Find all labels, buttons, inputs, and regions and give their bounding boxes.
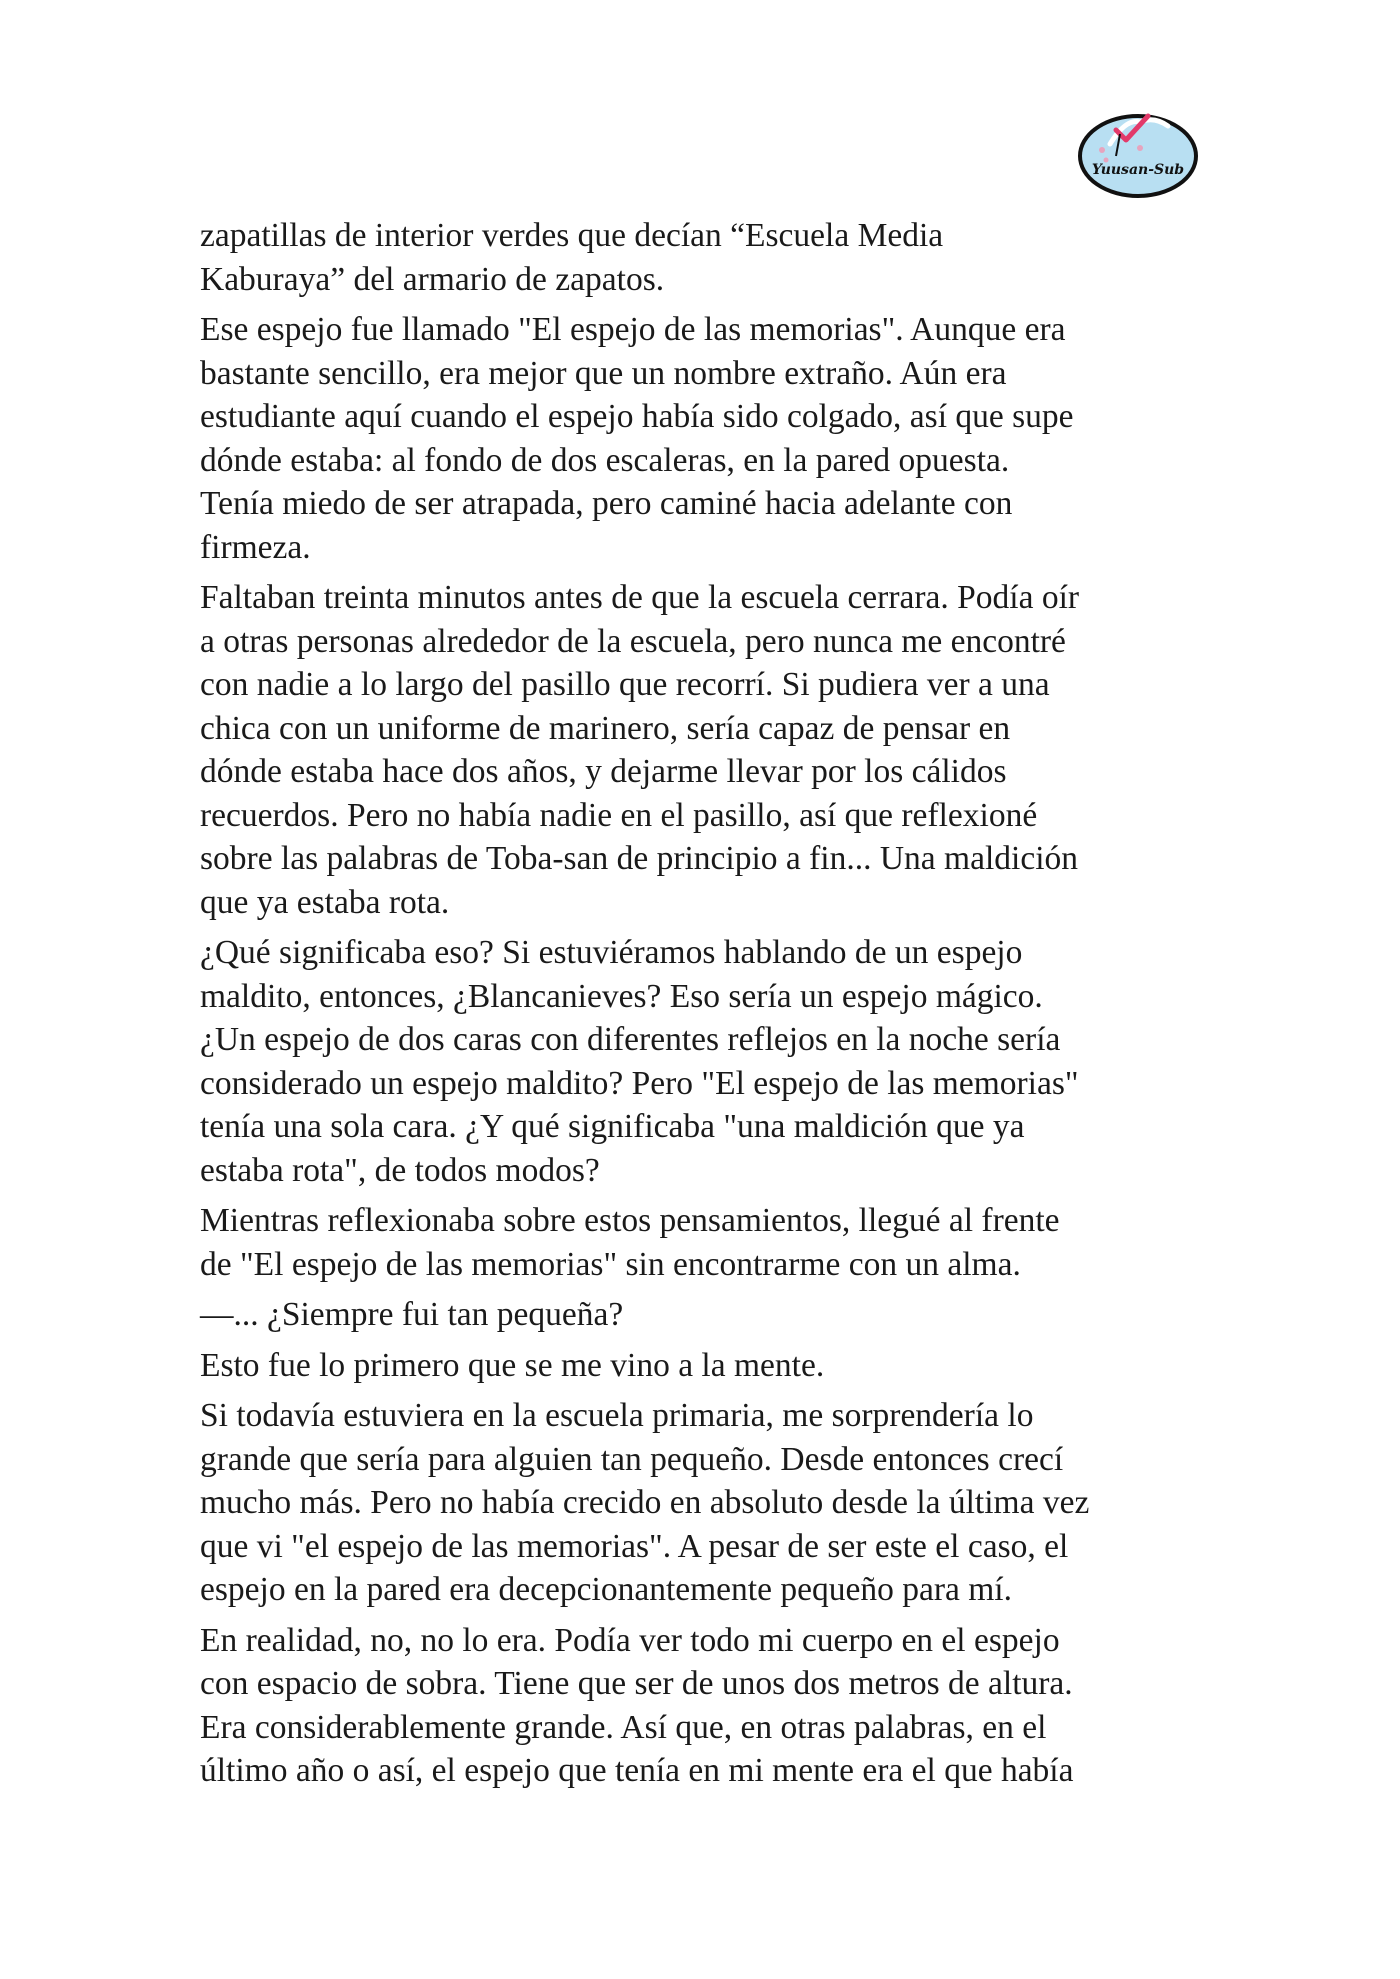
yuusan-sub-logo-icon xyxy=(1076,100,1200,200)
paragraph: Faltaban treinta minutos antes de que la escuela cerrara. Podía oír a otras personas alrededor de la escuela, pero nunca me encontré con nadie a lo largo del pasillo que recorrí. Si pudiera ver a una chica con un uniforme de marinero, sería capaz de pensar en dónde estaba hace dos años, y dejarme llevar por los cálidos recuerdos. Pero no había nadie en el pasillo, así que reflexioné sobre las palabras de Toba-san de principio a fin... Una maldición que ya estaba rota. xyxy=(200,579,1080,921)
svg-text:Yuusan-Sub: Yuusan-Sub xyxy=(1091,162,1185,178)
dialogue-line: —... ¿Siempre fui tan pequeña? xyxy=(200,1296,624,1333)
paragraph: ¿Qué significaba eso? Si estuviéramos hablando de un espejo maldito, entonces, ¿Blancanieves? Eso sería un espejo mágico. ¿Un espejo de dos caras con diferentes reflejos en la noche sería considerado un espejo maldito? Pero "El espejo de las memorias" tenía una sola cara. ¿Y qué significaba "una maldición que ya estaba rota", de todos modos? xyxy=(200,934,1079,1189)
paragraph: Ese espejo fue llamado "El espejo de las memorias". Aunque era bastante sencillo, era mejor que un nombre extraño. Aún era estudiante aquí cuando el espejo había sido colgado, así que supe dónde estaba: al fondo de dos escaleras, en la pared opuesta. Tenía miedo de ser atrapada, pero caminé hacia adelante con firmeza. xyxy=(200,311,1074,566)
document-body xyxy=(200,214,1210,1800)
paragraph: En realidad, no, no lo era. Podía ver todo mi cuerpo en el espejo con espacio de sobra. Tiene que ser de unos dos metros de altura. Era considerablemente grande. Así que, en otras palabras, en el último año o así, el espejo que tenía en mi mente era el que había xyxy=(200,1621,1074,1789)
paragraph: zapatillas de interior verdes que decían “Escuela Media Kaburaya” del armario de zapatos. xyxy=(200,217,944,298)
paragraph: Esto fue lo primero que se me vino a la mente. xyxy=(200,1346,825,1384)
paragraph: Si todavía estuviera en la escuela primaria, me sorprendería lo grande que sería para alguien tan pequeño. Desde entonces crecí mucho más. Pero no había crecido en absoluto desde la última vez que vi "el espejo de las memorias". A pesar de ser este el caso, el espejo en la pared era decepcionantemente pequeño para mí. xyxy=(200,1397,1090,1608)
paragraph: Mientras reflexionaba sobre estos pensamientos, llegué al frente de "El espejo de las memorias" sin encontrarme con un alma. xyxy=(200,1202,1060,1283)
watermark-logo xyxy=(1076,100,1200,200)
